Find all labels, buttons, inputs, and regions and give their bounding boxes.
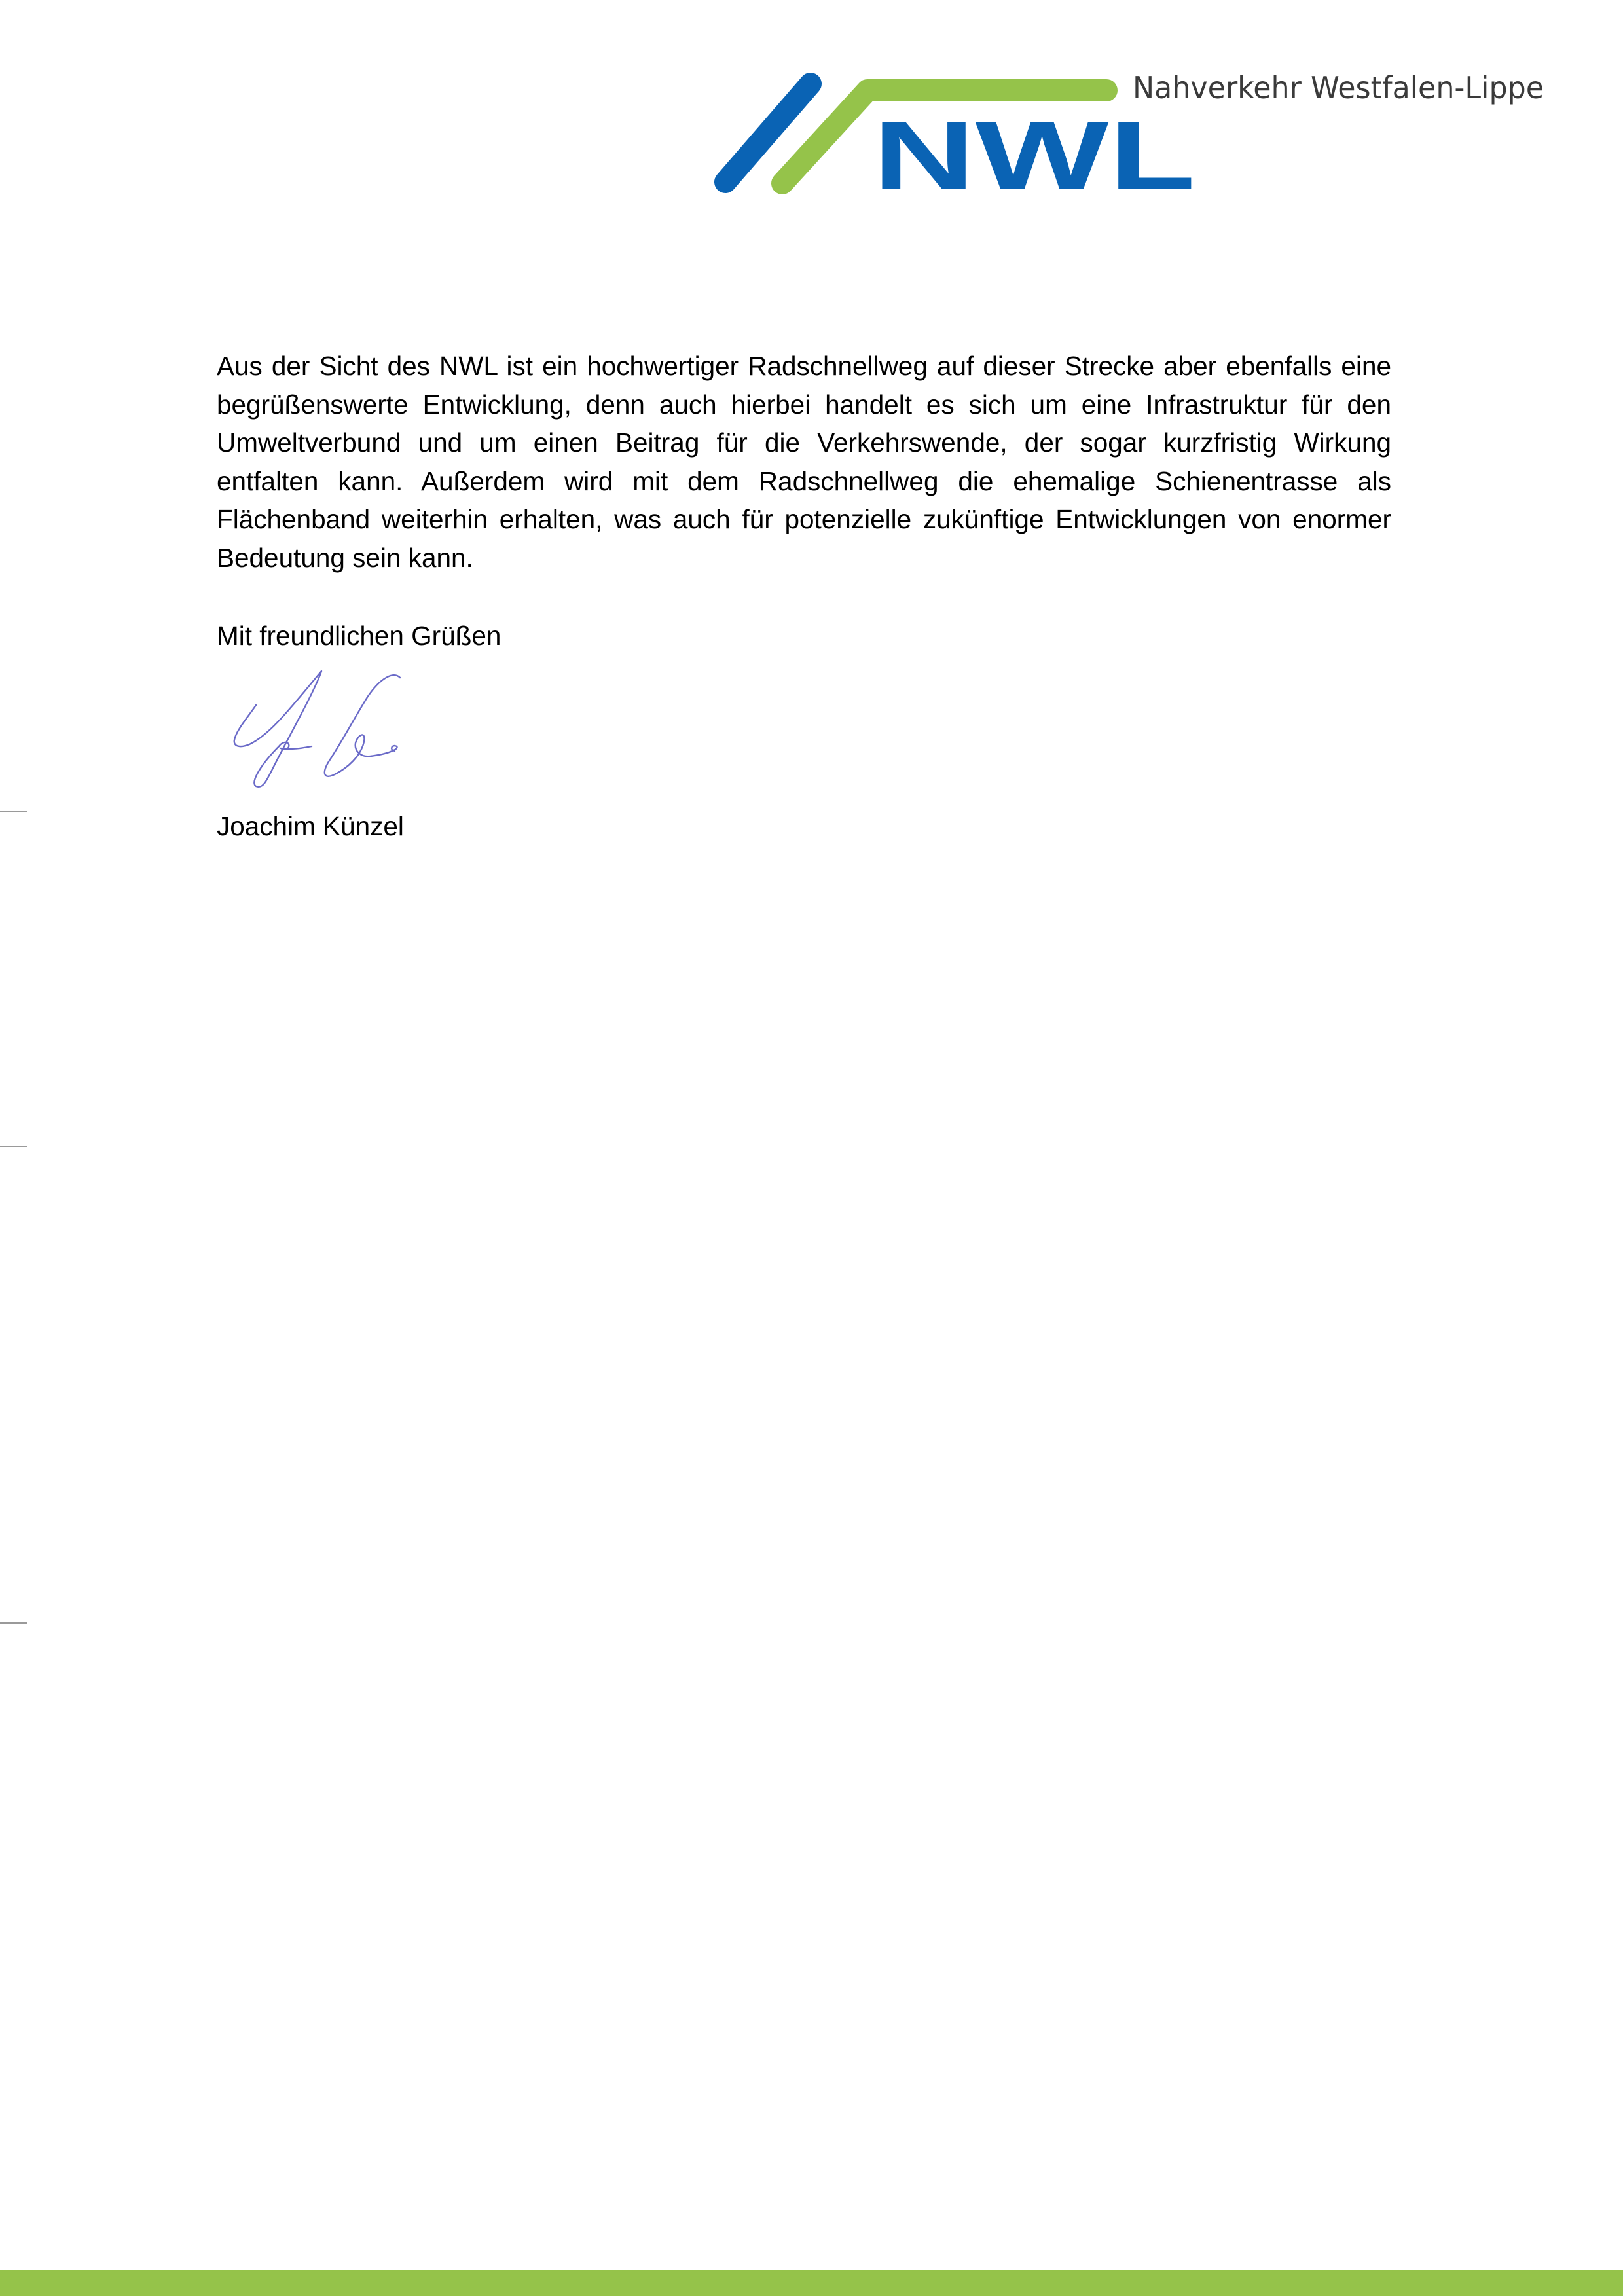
handwritten-signature (217, 665, 413, 795)
fold-mark-top (0, 811, 27, 812)
punch-mark (0, 1146, 27, 1147)
logo-tagline: Nahverkehr Westfalen-Lippe (1133, 72, 1544, 105)
signer-name: Joachim Künzel (217, 811, 404, 841)
logo-wordmark: NWL (873, 101, 1195, 196)
nwl-logo (714, 72, 1565, 196)
footer-brand-bar (0, 2270, 1623, 2296)
fold-mark-bottom (0, 1622, 27, 1624)
letter-closing: Mit freundlichen Grüßen (217, 621, 501, 651)
letter-body-paragraph: Aus der Sicht des NWL ist ein hochwertiger Radschnellweg auf dieser Strecke aber ebenfalls eine begrüßenswerte Entwicklung, denn auch hierbei handelt es sich um eine Infrastruktur für den Umweltverbund und um einen Beitrag für die Verkehrswende, der sogar kurzfristig Wirkung entfalten kann. Außerdem wird mit dem Radschnellweg die ehemalige Schienentrasse als Flächenband weiterhin erhalten, was auch für potenzielle zukünftige Entwicklungen von enormer Bedeutung sein kann. (217, 351, 1391, 573)
